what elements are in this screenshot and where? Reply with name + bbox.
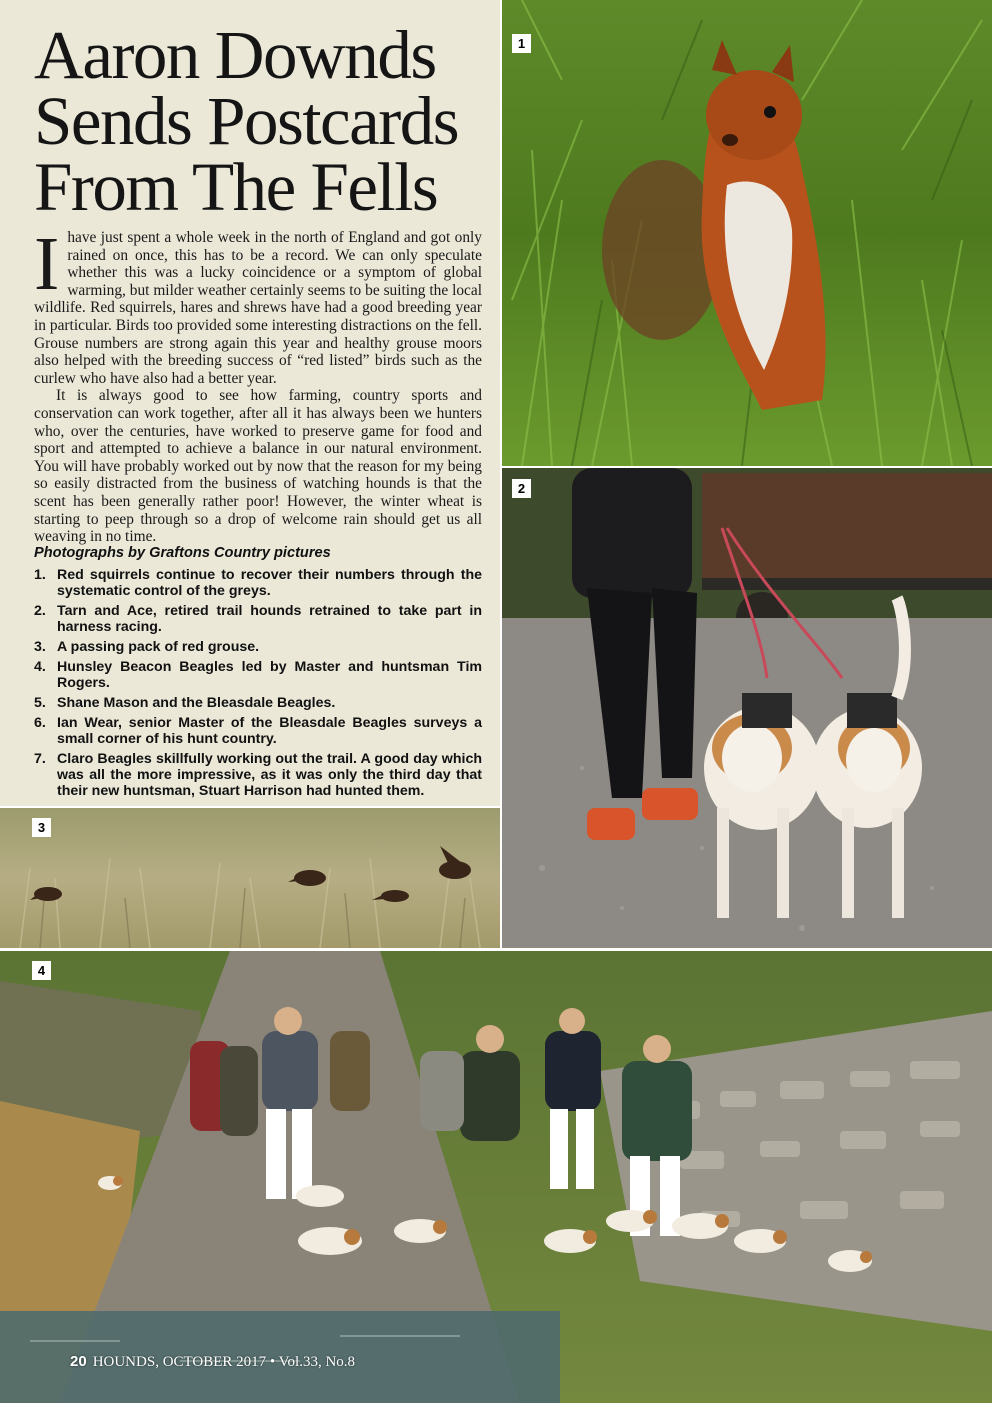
caption-number: 4.	[34, 659, 46, 675]
article-title	[34, 17, 494, 225]
caption-number: 3.	[34, 639, 46, 655]
caption-item	[34, 567, 482, 599]
photo-hunsley-beacon-beagles	[0, 951, 992, 1403]
title-line-1: Aaron Downds	[34, 17, 436, 93]
caption-item	[34, 695, 482, 711]
red-squirrel-image	[502, 0, 992, 466]
caption-text: Red squirrels continue to recover their numbers through the systematic control of the greys.	[57, 567, 482, 599]
caption-item	[34, 751, 482, 799]
article-paragraph-1	[34, 222, 482, 387]
caption-number: 1.	[34, 567, 46, 583]
article-body	[34, 222, 482, 546]
caption-number: 2.	[34, 603, 46, 619]
photo-harness-hounds	[502, 468, 992, 948]
caption-text: Hunsley Beacon Beagles led by Master and huntsman Tim Rogers.	[57, 659, 482, 691]
paragraph-1-text: have just spent a whole week in the north of England and got only rained on once, this has to be a record. We can only speculate whether this was a lucky coincidence or a symptom of global warming, but milder weather certainly seems to be suiting the local wildlife. Red squirrels, hares and shrews have had a good breeding year in particular. Birds too provided some interesting distractions on the fell. Grouse numbers are strong again this year and healthy grouse moors also helped with the breeding success of “red listed” birds such as the curlew who have also had a better year.	[34, 229, 482, 387]
photo-red-squirrel	[502, 0, 992, 466]
caption-text: Claro Beagles skillfully working out the trail. A good day which was all the more impressive, as it was only the third day that their new huntsman, Stuart Harrison had hunted them.	[57, 751, 482, 799]
drop-cap: I	[34, 222, 60, 306]
photo-credits	[34, 545, 482, 803]
photo-number-badge: 2	[512, 479, 531, 498]
caption-list	[34, 567, 482, 799]
page-number: 20	[70, 1353, 87, 1370]
caption-text: Tarn and Ace, retired trail hounds retrained to take part in harness racing.	[57, 603, 482, 635]
credits-heading: Photographs by Graftons Country pictures	[34, 545, 331, 561]
caption-text: Ian Wear, senior Master of the Bleasdale Beagles surveys a small corner of his hunt country.	[57, 715, 482, 747]
article-text-panel	[0, 0, 500, 806]
caption-number: 5.	[34, 695, 46, 711]
title-line-2: Sends Postcards	[34, 83, 459, 159]
caption-item	[34, 603, 482, 635]
photo-number-badge: 4	[32, 961, 51, 980]
caption-item	[34, 659, 482, 691]
page-folio	[70, 1353, 355, 1371]
red-grouse-image	[0, 808, 500, 948]
caption-number: 6.	[34, 715, 46, 731]
photo-number-badge: 1	[512, 34, 531, 53]
caption-number: 7.	[34, 751, 46, 767]
caption-item	[34, 715, 482, 747]
beagles-pack-image	[0, 951, 992, 1403]
caption-text: A passing pack of red grouse.	[57, 639, 260, 655]
title-line-3: From The Fells	[34, 149, 438, 225]
harness-hounds-image	[502, 468, 992, 948]
photo-number-badge: 3	[32, 818, 51, 837]
photo-red-grouse	[0, 808, 500, 948]
caption-item	[34, 639, 482, 655]
article-paragraph-2: It is always good to see how farming, country sports and conservation can work together, after all it has always been we hunters who, over the centuries, have worked to preserve game for food and sport and attempted to achieve a balance in our natural environment. You will have probably worked out by now that the reason for my being so easily distracted from the business of watching hounds is that the scent has been generally rather poor! However, the winter wheat is starting to peep through so a drop of welcome rain should get us all weaving in no time.	[34, 387, 482, 546]
publication-info: HOUNDS, OCTOBER 2017 • Vol.33, No.8	[92, 1354, 356, 1370]
caption-text: Shane Mason and the Bleasdale Beagles.	[57, 695, 336, 711]
